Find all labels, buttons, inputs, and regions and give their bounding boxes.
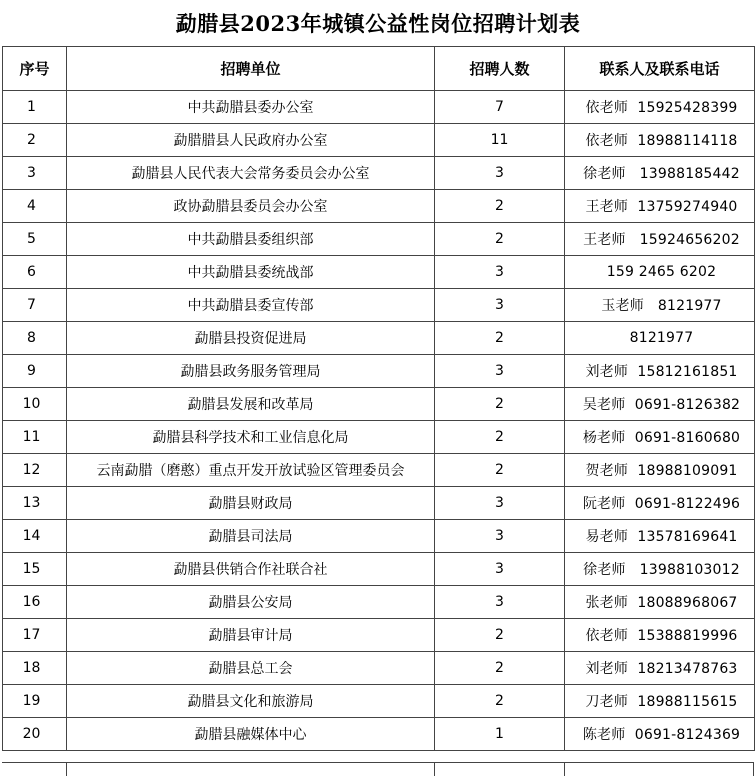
- table-row: [3, 487, 755, 520]
- cell-seq: 12: [3, 454, 67, 487]
- cell-contact: 159 2465 6202: [565, 256, 755, 289]
- cell-unit: 中共勐腊县委办公室: [67, 91, 435, 124]
- table-row: [3, 454, 755, 487]
- cell-unit: 勐腊腊县人民政府办公室: [67, 124, 435, 157]
- table-row: [3, 421, 755, 454]
- cell-unit: 云南勐腊（磨憨）重点开发开放试验区管理委员会: [67, 454, 435, 487]
- cell-unit: 勐腊县公安局: [67, 586, 435, 619]
- cell-count: 2: [435, 652, 565, 685]
- cell-unit: 勐腊县总工会: [67, 652, 435, 685]
- header-unit: 招聘单位: [67, 47, 435, 91]
- table-body: [3, 91, 755, 751]
- recruitment-table: [2, 46, 755, 751]
- cell-seq: 11: [3, 421, 67, 454]
- cell-contact: 吴老师 0691-8126382: [565, 388, 755, 421]
- table-row: [3, 619, 755, 652]
- table-row: [3, 388, 755, 421]
- header-count: 招聘人数: [435, 47, 565, 91]
- cell-unit: 勐腊县融媒体中心: [67, 718, 435, 751]
- cell-unit: 勐腊县司法局: [67, 520, 435, 553]
- cell-count: 3: [435, 586, 565, 619]
- cell-contact: 徐老师 13988185442: [565, 157, 755, 190]
- cell-seq: 4: [3, 190, 67, 223]
- next-row-fragment: [2, 762, 754, 776]
- cell-seq: 14: [3, 520, 67, 553]
- cell-seq: 18: [3, 652, 67, 685]
- table-row: [3, 190, 755, 223]
- cell-contact: 徐老师 13988103012: [565, 553, 755, 586]
- cell-seq: 15: [3, 553, 67, 586]
- cell-count: 2: [435, 421, 565, 454]
- cell-seq: 20: [3, 718, 67, 751]
- table-row: [3, 91, 755, 124]
- cell-unit: 勐腊县财政局: [67, 487, 435, 520]
- cell-contact: 贺老师 18988109091: [565, 454, 755, 487]
- table-header-row: [3, 47, 755, 91]
- cell-contact: 易老师 13578169641: [565, 520, 755, 553]
- table-row: [3, 223, 755, 256]
- cell-count: 3: [435, 157, 565, 190]
- cell-seq: 17: [3, 619, 67, 652]
- cell-count: 3: [435, 520, 565, 553]
- cell-count: 2: [435, 388, 565, 421]
- cell-unit: 中共勐腊县委统战部: [67, 256, 435, 289]
- cell-contact: 刘老师 15812161851: [565, 355, 755, 388]
- cell-count: 7: [435, 91, 565, 124]
- table-row: [3, 289, 755, 322]
- table-row: [3, 355, 755, 388]
- header-seq: 序号: [3, 47, 67, 91]
- cell-unit: 勐腊县投资促进局: [67, 322, 435, 355]
- cell-count: 11: [435, 124, 565, 157]
- cell-seq: 6: [3, 256, 67, 289]
- table-row: [3, 322, 755, 355]
- cell-unit: 勐腊县审计局: [67, 619, 435, 652]
- cell-count: 3: [435, 355, 565, 388]
- cell-seq: 8: [3, 322, 67, 355]
- cell-contact: 张老师 18088968067: [565, 586, 755, 619]
- cell-seq: 16: [3, 586, 67, 619]
- cell-count: 2: [435, 223, 565, 256]
- cell-seq: 5: [3, 223, 67, 256]
- cell-contact: 依老师 18988114118: [565, 124, 755, 157]
- cell-unit: 中共勐腊县委宣传部: [67, 289, 435, 322]
- cell-unit: 勐腊县供销合作社联合社: [67, 553, 435, 586]
- cell-seq: 19: [3, 685, 67, 718]
- cell-count: 2: [435, 454, 565, 487]
- table-row: [3, 685, 755, 718]
- cell-count: 2: [435, 322, 565, 355]
- table-row: [3, 256, 755, 289]
- cell-count: 3: [435, 487, 565, 520]
- cell-contact: 刘老师 18213478763: [565, 652, 755, 685]
- table-row: [3, 586, 755, 619]
- cell-seq: 7: [3, 289, 67, 322]
- header-contact: 联系人及联系电话: [565, 47, 755, 91]
- cell-seq: 1: [3, 91, 67, 124]
- table-row: [3, 124, 755, 157]
- cell-unit: 勐腊县发展和改革局: [67, 388, 435, 421]
- cell-contact: 王老师 13759274940: [565, 190, 755, 223]
- page-title: 勐腊县2023年城镇公益性岗位招聘计划表: [175, 11, 581, 36]
- cell-unit: 勐腊县政务服务管理局: [67, 355, 435, 388]
- cell-count: 3: [435, 553, 565, 586]
- table-row: [3, 652, 755, 685]
- cell-count: 2: [435, 685, 565, 718]
- cell-contact: 刀老师 18988115615: [565, 685, 755, 718]
- cell-seq: 9: [3, 355, 67, 388]
- cell-seq: 13: [3, 487, 67, 520]
- cell-unit: 勐腊县科学技术和工业信息化局: [67, 421, 435, 454]
- cell-contact: 玉老师 8121977: [565, 289, 755, 322]
- table-row: [3, 718, 755, 751]
- cell-count: 1: [435, 718, 565, 751]
- cell-contact: 王老师 15924656202: [565, 223, 755, 256]
- cell-contact: 陈老师 0691-8124369: [565, 718, 755, 751]
- table-row: [3, 157, 755, 190]
- cell-seq: 2: [3, 124, 67, 157]
- cell-seq: 10: [3, 388, 67, 421]
- cell-contact: 阮老师 0691-8122496: [565, 487, 755, 520]
- cell-unit: 勐腊县文化和旅游局: [67, 685, 435, 718]
- cell-unit: 中共勐腊县委组织部: [67, 223, 435, 256]
- cell-contact: 8121977: [565, 322, 755, 355]
- cell-unit: 勐腊县人民代表大会常务委员会办公室: [67, 157, 435, 190]
- cell-seq: 3: [3, 157, 67, 190]
- cell-contact: 依老师 15925428399: [565, 91, 755, 124]
- table-row: [3, 520, 755, 553]
- cell-count: 3: [435, 256, 565, 289]
- cell-contact: 依老师 15388819996: [565, 619, 755, 652]
- cell-unit: 政协勐腊县委员会办公室: [67, 190, 435, 223]
- cell-contact: 杨老师 0691-8160680: [565, 421, 755, 454]
- cell-count: 2: [435, 190, 565, 223]
- table-row: [3, 553, 755, 586]
- cell-count: 2: [435, 619, 565, 652]
- cell-count: 3: [435, 289, 565, 322]
